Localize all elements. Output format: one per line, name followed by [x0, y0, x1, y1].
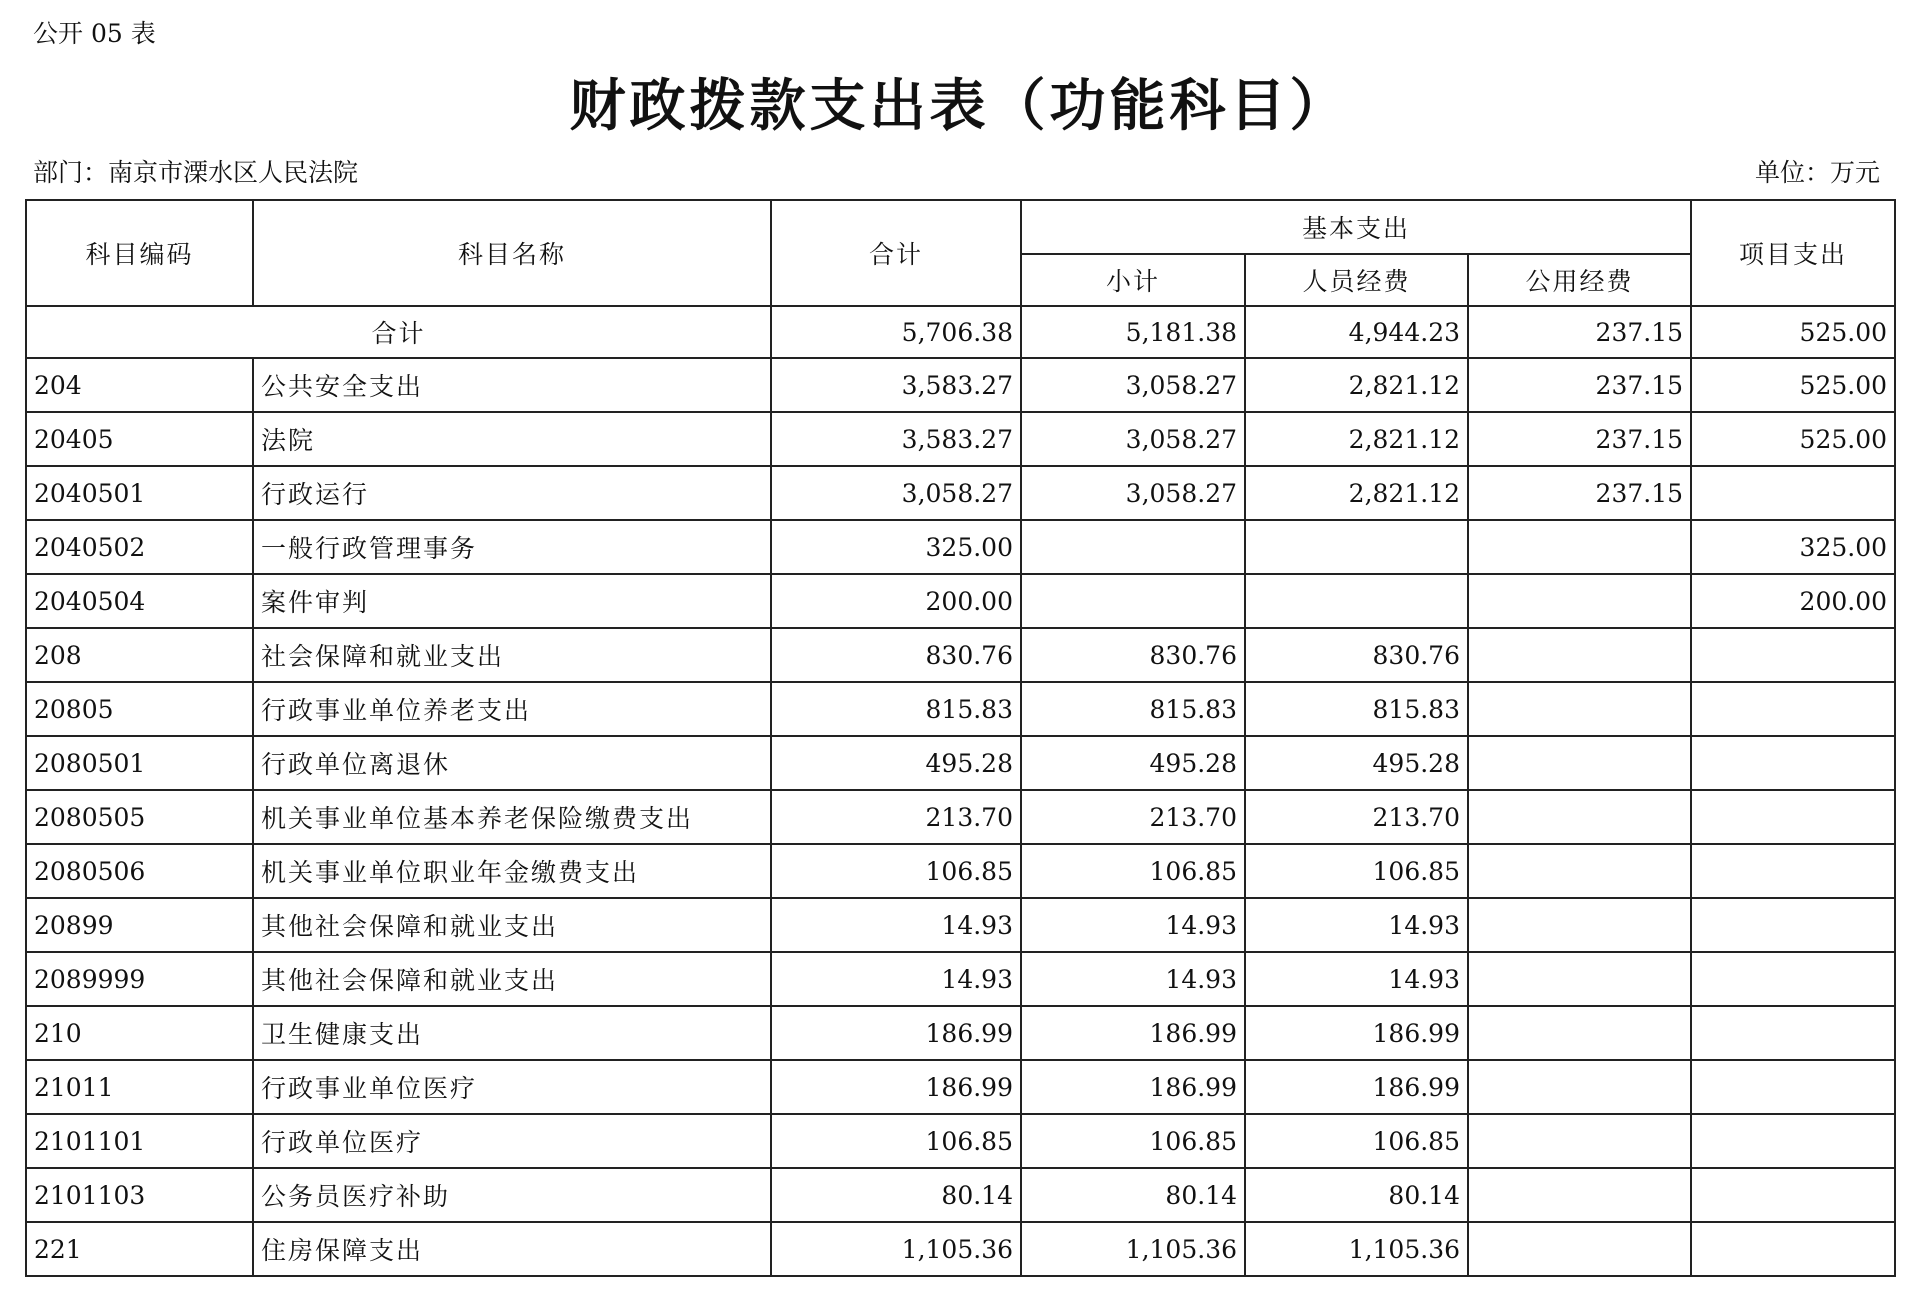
cell-personnel: 106.85: [1245, 844, 1468, 898]
cell-total: 325.00: [771, 520, 1021, 574]
cell-name: 法院: [253, 412, 771, 466]
col-header-subtotal: 小计: [1021, 254, 1245, 306]
col-header-project: 项目支出: [1691, 200, 1895, 306]
cell-code: 2080505: [26, 790, 253, 844]
cell-code: 2101101: [26, 1114, 253, 1168]
cell-total: 80.14: [771, 1168, 1021, 1222]
table-row: [26, 628, 1895, 682]
col-header-name: 科目名称: [253, 200, 771, 306]
cell-total: 213.70: [771, 790, 1021, 844]
col-header-total: 合计: [771, 200, 1021, 306]
cell-name: 公务员医疗补助: [253, 1168, 771, 1222]
cell-public: [1468, 628, 1691, 682]
cell-public: 237.15: [1468, 412, 1691, 466]
cell-project: 325.00: [1691, 520, 1895, 574]
cell-personnel: 186.99: [1245, 1006, 1468, 1060]
cell-project: [1691, 1114, 1895, 1168]
cell-code: 21011: [26, 1060, 253, 1114]
expenditure-table: [25, 199, 1896, 1277]
cell-project: [1691, 1006, 1895, 1060]
cell-public: [1468, 1222, 1691, 1276]
cell-name: 其他社会保障和就业支出: [253, 952, 771, 1006]
cell-personnel: 2,821.12: [1245, 358, 1468, 412]
col-header-code: 科目编码: [26, 200, 253, 306]
cell-name: 住房保障支出: [253, 1222, 771, 1276]
cell-subtotal: 495.28: [1021, 736, 1245, 790]
cell-public: [1468, 682, 1691, 736]
cell-total: 14.93: [771, 898, 1021, 952]
cell-total: 3,583.27: [771, 412, 1021, 466]
cell-project: [1691, 1060, 1895, 1114]
col-header-basic: 基本支出: [1021, 200, 1691, 254]
total-row: [26, 306, 1895, 358]
form-number: 公开 05 表: [33, 19, 156, 48]
cell-personnel: 495.28: [1245, 736, 1468, 790]
cell-subtotal: 3,058.27: [1021, 466, 1245, 520]
cell-public: [1468, 952, 1691, 1006]
table-row: [26, 520, 1895, 574]
cell-total: 3,058.27: [771, 466, 1021, 520]
cell-name: 社会保障和就业支出: [253, 628, 771, 682]
cell-name: 其他社会保障和就业支出: [253, 898, 771, 952]
cell-personnel: [1245, 574, 1468, 628]
table-row: [26, 412, 1895, 466]
department-label: 部门：南京市溧水区人民法院: [33, 158, 359, 187]
table-row: [26, 358, 1895, 412]
cell-code: 2101103: [26, 1168, 253, 1222]
total-label: 合计: [26, 306, 771, 358]
cell-public: [1468, 1168, 1691, 1222]
cell-total: 14.93: [771, 952, 1021, 1006]
cell-project: [1691, 628, 1895, 682]
cell-code: 2040501: [26, 466, 253, 520]
cell-project: [1691, 790, 1895, 844]
cell-project: [1691, 736, 1895, 790]
cell-code: 20805: [26, 682, 253, 736]
cell-name: 行政单位离退休: [253, 736, 771, 790]
table-row: [26, 1222, 1895, 1276]
cell-name: 行政单位医疗: [253, 1114, 771, 1168]
cell-public: [1468, 1006, 1691, 1060]
cell-name: 行政事业单位养老支出: [253, 682, 771, 736]
cell-public: [1468, 1114, 1691, 1168]
cell-code: 2080501: [26, 736, 253, 790]
table-row: [26, 682, 1895, 736]
cell-subtotal: 3,058.27: [1021, 412, 1245, 466]
table-row: [26, 1168, 1895, 1222]
cell-code: 20899: [26, 898, 253, 952]
cell-public: 237.15: [1468, 358, 1691, 412]
cell-project: 200.00: [1691, 574, 1895, 628]
cell-project: [1691, 682, 1895, 736]
cell-personnel: 186.99: [1245, 1060, 1468, 1114]
cell-total: 1,105.36: [771, 1222, 1021, 1276]
cell-total: 186.99: [771, 1006, 1021, 1060]
cell-name: 卫生健康支出: [253, 1006, 771, 1060]
cell-total: 815.83: [771, 682, 1021, 736]
table-row: [26, 466, 1895, 520]
cell-public: [1468, 736, 1691, 790]
table-row: [26, 844, 1895, 898]
cell-name: 机关事业单位职业年金缴费支出: [253, 844, 771, 898]
cell-subtotal: 815.83: [1021, 682, 1245, 736]
unit-label: 单位：万元: [1755, 158, 1881, 187]
total-project: 525.00: [1691, 306, 1895, 358]
cell-project: [1691, 1168, 1895, 1222]
cell-subtotal: 186.99: [1021, 1006, 1245, 1060]
cell-code: 2040504: [26, 574, 253, 628]
cell-name: 一般行政管理事务: [253, 520, 771, 574]
cell-subtotal: 106.85: [1021, 1114, 1245, 1168]
cell-name: 行政事业单位医疗: [253, 1060, 771, 1114]
cell-personnel: 106.85: [1245, 1114, 1468, 1168]
cell-total: 186.99: [771, 1060, 1021, 1114]
table-row: [26, 736, 1895, 790]
cell-subtotal: 80.14: [1021, 1168, 1245, 1222]
table-row: [26, 790, 1895, 844]
cell-total: 106.85: [771, 1114, 1021, 1168]
cell-subtotal: 106.85: [1021, 844, 1245, 898]
cell-personnel: 213.70: [1245, 790, 1468, 844]
total-public: 237.15: [1468, 306, 1691, 358]
cell-subtotal: [1021, 520, 1245, 574]
cell-subtotal: 1,105.36: [1021, 1222, 1245, 1276]
cell-personnel: 830.76: [1245, 628, 1468, 682]
page-title: 财政拨款支出表（功能科目）: [569, 74, 1350, 139]
cell-subtotal: 14.93: [1021, 898, 1245, 952]
cell-name: 公共安全支出: [253, 358, 771, 412]
cell-project: [1691, 1222, 1895, 1276]
cell-total: 3,583.27: [771, 358, 1021, 412]
total-subtotal: 5,181.38: [1021, 306, 1245, 358]
cell-personnel: 815.83: [1245, 682, 1468, 736]
cell-total: 830.76: [771, 628, 1021, 682]
col-header-personnel: 人员经费: [1245, 254, 1468, 306]
cell-name: 机关事业单位基本养老保险缴费支出: [253, 790, 771, 844]
cell-personnel: 14.93: [1245, 898, 1468, 952]
cell-subtotal: 830.76: [1021, 628, 1245, 682]
cell-project: [1691, 844, 1895, 898]
total-total: 5,706.38: [771, 306, 1021, 358]
cell-name: 行政运行: [253, 466, 771, 520]
cell-public: [1468, 520, 1691, 574]
col-header-public: 公用经费: [1468, 254, 1691, 306]
cell-code: 208: [26, 628, 253, 682]
cell-subtotal: 3,058.27: [1021, 358, 1245, 412]
cell-project: 525.00: [1691, 412, 1895, 466]
cell-subtotal: 213.70: [1021, 790, 1245, 844]
cell-subtotal: [1021, 574, 1245, 628]
table-row: [26, 1006, 1895, 1060]
cell-personnel: 14.93: [1245, 952, 1468, 1006]
cell-project: [1691, 466, 1895, 520]
cell-total: 106.85: [771, 844, 1021, 898]
total-personnel: 4,944.23: [1245, 306, 1468, 358]
cell-code: 2080506: [26, 844, 253, 898]
cell-code: 20405: [26, 412, 253, 466]
cell-public: 237.15: [1468, 466, 1691, 520]
cell-project: 525.00: [1691, 358, 1895, 412]
cell-subtotal: 14.93: [1021, 952, 1245, 1006]
cell-subtotal: 186.99: [1021, 1060, 1245, 1114]
cell-code: 204: [26, 358, 253, 412]
cell-code: 2089999: [26, 952, 253, 1006]
cell-personnel: 80.14: [1245, 1168, 1468, 1222]
table-row: [26, 1060, 1895, 1114]
cell-code: 221: [26, 1222, 253, 1276]
cell-project: [1691, 898, 1895, 952]
cell-public: [1468, 790, 1691, 844]
cell-personnel: [1245, 520, 1468, 574]
cell-public: [1468, 574, 1691, 628]
table-row: [26, 1114, 1895, 1168]
table-row: [26, 898, 1895, 952]
table-row: [26, 952, 1895, 1006]
cell-public: [1468, 844, 1691, 898]
cell-public: [1468, 898, 1691, 952]
table-row: [26, 574, 1895, 628]
cell-name: 案件审判: [253, 574, 771, 628]
cell-code: 2040502: [26, 520, 253, 574]
cell-public: [1468, 1060, 1691, 1114]
cell-personnel: 2,821.12: [1245, 412, 1468, 466]
cell-personnel: 1,105.36: [1245, 1222, 1468, 1276]
cell-personnel: 2,821.12: [1245, 466, 1468, 520]
cell-total: 495.28: [771, 736, 1021, 790]
cell-code: 210: [26, 1006, 253, 1060]
cell-total: 200.00: [771, 574, 1021, 628]
cell-project: [1691, 952, 1895, 1006]
